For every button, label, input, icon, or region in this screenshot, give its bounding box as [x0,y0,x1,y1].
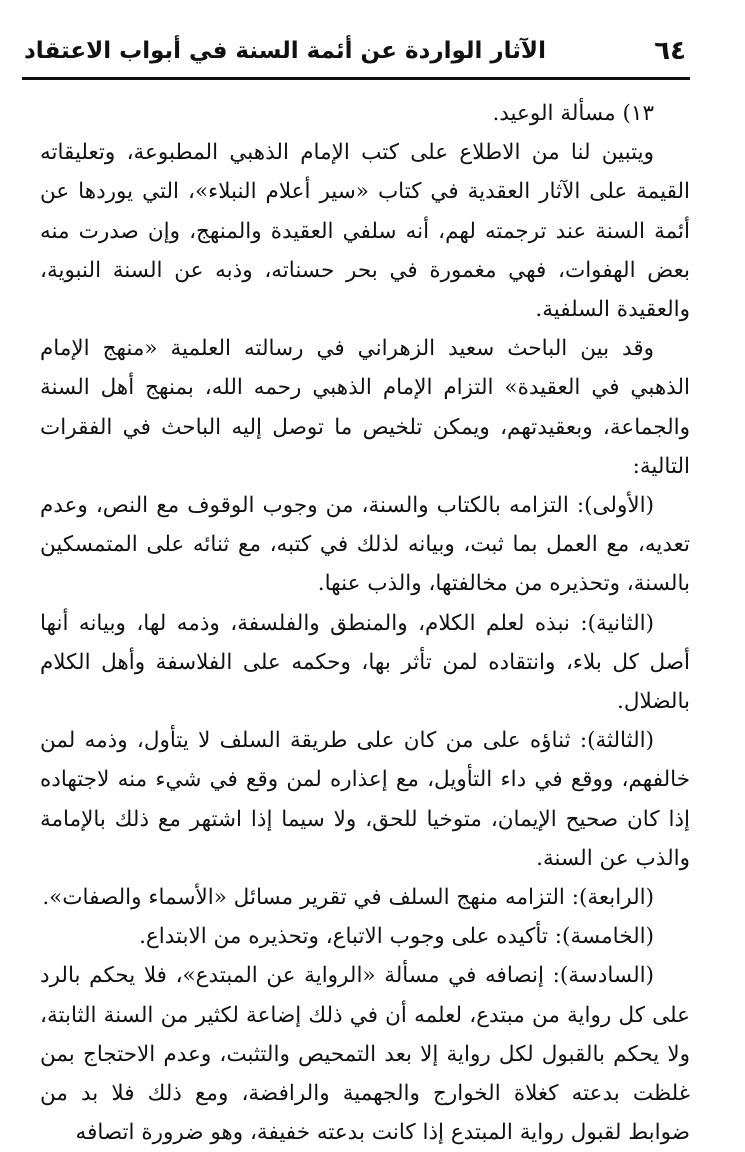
header-divider [22,77,690,80]
paragraph-third: (الثالثة): ثناؤه على من كان على طريقة السلف لا يتأول، وذمه لمن خالفهم، ووقع في داء التأويل، مع إعذاره لمن وقع في شيء منه لاجتهاده إذا كان صحيح الإيمان، متوخيا للحق، ولا سيما إذا اشتهر مع ذلك بالإمامة والذب عن السنة. [40,728,690,871]
paragraph-zahrani-study: وقد بين الباحث سعيد الزهراني في رسالته العلمية «منهج الإمام الذهبي في العقيدة» التزام الإمام الذهبي رحمه الله، بمنهج أهل السنة والجماعة، وبعقيدتهم، ويمكن تلخيص ما توصل إليه الباحث في الفقرات التالية: [40,336,690,479]
paragraph-first: (الأولى): التزامه بالكتاب والسنة، من وجوب الوقوف مع النص، وعدم تعديه، مع العمل بما ثبت، وبيانه لذلك في كتبه، مع ثنائه على المتمسكين بالسنة، وتحذيره من مخالفتها، والذب عنها. [40,493,690,597]
page-body [40,94,690,1152]
paragraph-fifth: (الخامسة): تأكيده على وجوب الاتباع، وتحذيره من الابتداع. [139,924,654,950]
page-header [24,30,686,72]
running-title: الآثار الواردة عن أئمة السنة في أبواب الاعتقاد [24,38,546,64]
page-number: ٦٤ [654,36,686,66]
paragraph-intro: ويتبين لنا من الاطلاع على كتب الإمام الذهبي المطبوعة، وتعليقاته القيمة على الآثار العقدية في كتاب «سير أعلام النبلاء»، التي يوردها عن أئمة السنة عند ترجمته لهم، أنه سلفي العقيدة والمنهج، وإن صدرت منه بعض الهفوات، فهي مغمورة في بحر حسناته، وذبه عن السنة النبوية، والعقيدة السلفية. [40,140,690,323]
paragraph-fourth: (الرابعة): التزامه منهج السلف في تقرير مسائل «الأسماء والصفات». [42,885,654,911]
paragraph-item-13: ١٣) مسألة الوعيد. [492,101,654,126]
paragraph-second: (الثانية): نبذه لعلم الكلام، والمنطق والفلسفة، وذمه لها، وبيانه أنها أصل كل بلاء، وانتقاده لمن تأثر بها، وحكمه على الفلاسفة وأهل الكلام بالضلال. [40,610,690,715]
paragraph-sixth: (السادسة): إنصافه في مسألة «الرواية عن المبتدع»، فلا يحكم بالرد على كل رواية من مبتدع، لعلمه أن في ذلك إضاعة لكثير من السنة الثابتة، ولا يحكم بالقبول لكل رواية إلا بعد التمحيص والتثبت، وعدم الاحتجاج بمن غلظت بدعته كغلاة الخوارج والجهمية والرافضة، ومع ذلك فلا بد من ضوابط لقبول رواية المبتدع إذا كانت بدعته خفيفة، وهو ضرورة اتصافه [40,963,690,1146]
